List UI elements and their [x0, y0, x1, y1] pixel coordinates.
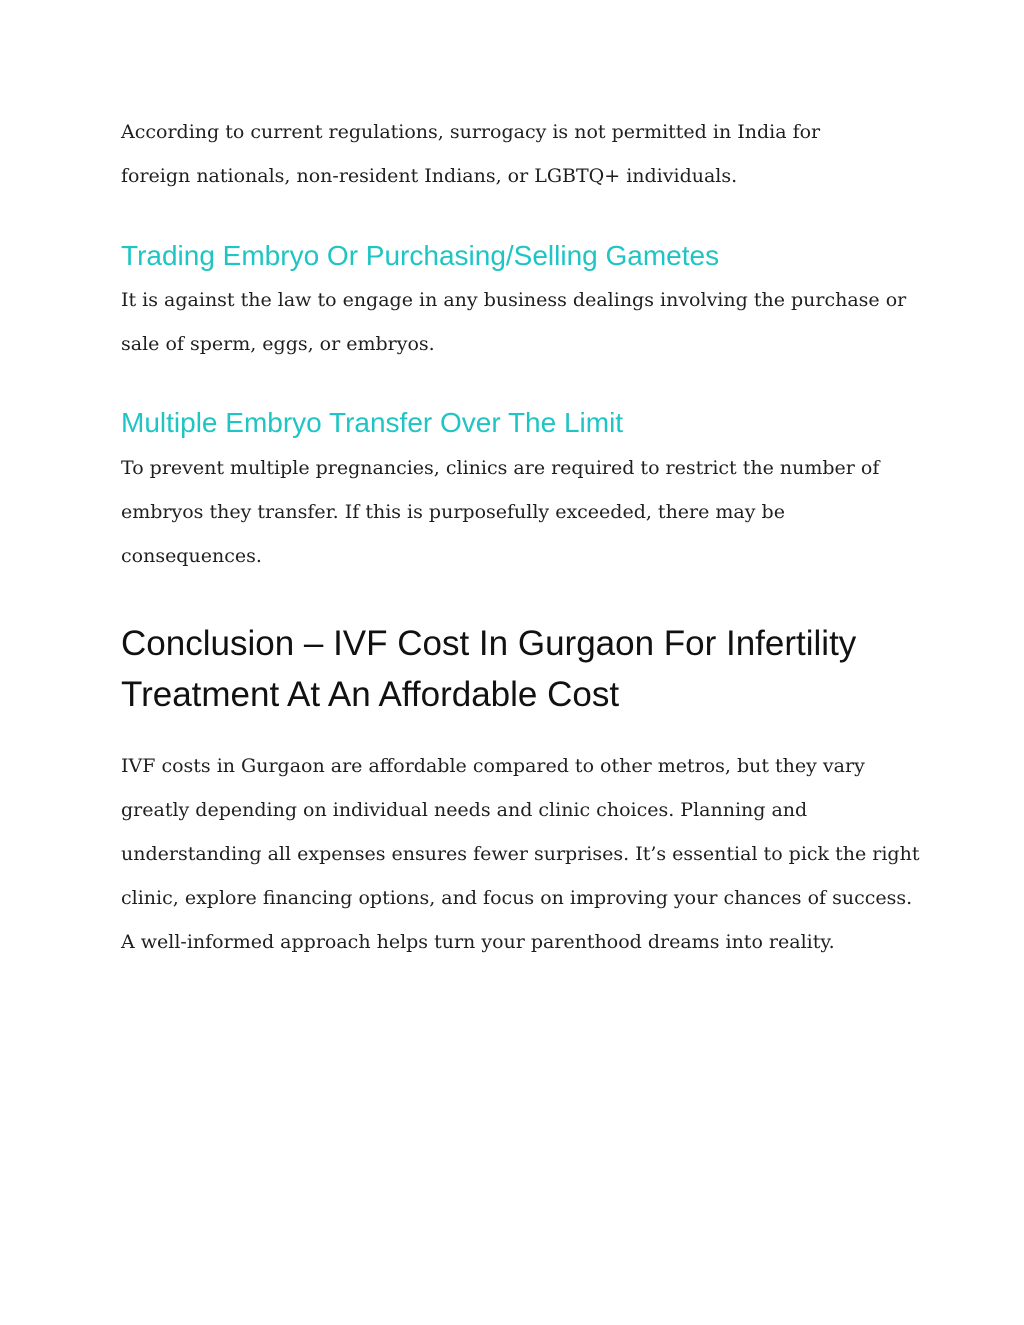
conclusion-paragraph: IVF costs in Gurgaon are affordable compared to other metros, but they vary greatly depending on individual needs and clinic choices. Planning and understanding all expenses ensures fewer surprises. It’s essential to pick the right clinic, explore financing options, and focus on improving your chances of success. A well-informed approach helps turn your parenthood dreams into reality. — [121, 755, 920, 953]
multiple-embryo-paragraph: To prevent multiple pregnancies, clinics are required to restrict the number of embryos they transfer. If this is purposefully exceeded, there may be consequences. — [121, 457, 880, 567]
multiple-embryo-heading: Multiple Embryo Transfer Over The Limit — [121, 407, 624, 438]
trading-embryo-paragraph: It is against the law to engage in any business dealings involving the purchase or sale of sperm, eggs, or embryos. — [121, 289, 907, 355]
surrogacy-paragraph: According to current regulations, surrogacy is not permitted in India for foreign nationals, non-resident Indians, or LGBTQ+ individuals. — [121, 121, 821, 187]
trading-embryo-heading: Trading Embryo Or Purchasing/Selling Gametes — [121, 240, 720, 271]
conclusion-heading: Conclusion – IVF Cost In Gurgaon For Infertility Treatment At An Affordable Cost — [121, 624, 857, 714]
